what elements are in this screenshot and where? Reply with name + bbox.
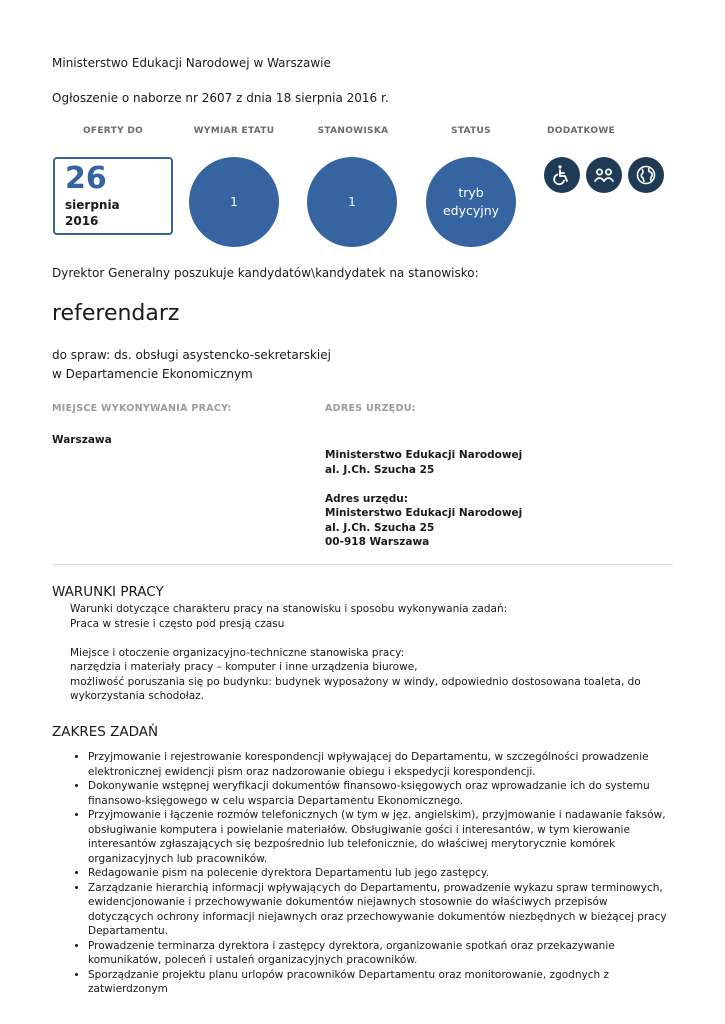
department-line-2: w Departamencie Ekonomicznym <box>52 367 253 381</box>
people-icon <box>586 157 622 193</box>
label-oferty-do: OFERTY DO <box>82 126 144 136</box>
ministry-name: Ministerstwo Edukacji Narodowej w Warszawie <box>52 56 331 70</box>
status-circle <box>426 157 516 247</box>
task-item: • Przyjmowanie i łączenie rozmów telefonicznych (w tym w jęz. angielskim), przyjmowanie i nadawanie faksów, obsługiwanie komputera i powielanie materiałów. Obsługiwanie gości i interesantów, w tym kierowanie interesantów zgłaszających się bezpośrednio lub telefonicznie, do właściwej merytorycznie komórek organizacyjnych lub pracowników. <box>88 808 673 866</box>
task-item: • Redagowanie pism na polecenie dyrektora Departamentu lub jego zastępcy. <box>88 866 673 881</box>
department-line-1: do spraw: ds. obsługi asystencko-sekretarskiej <box>52 348 331 362</box>
label-stanowiska: STANOWISKA <box>317 126 389 136</box>
task-item: • Dokonywanie wstępnej weryfikacji dokumentów finansowo-księgowych oraz wprowadzanie ich do systemu finansowo-księgowego w celu wsparcia Departamentu Ekonomicznego. <box>88 779 673 808</box>
deadline-day: 26 <box>65 161 107 196</box>
task-item: • Prowadzenie terminarza dyrektora i zastępcy dyrektora, organizowanie spotkań oraz przekazywanie komunikatów, poleceń i ustaleń organizacyjnych pracowników. <box>88 939 673 968</box>
conditions-line-6: wykorzystania schodołaz. <box>70 690 205 702</box>
stanowiska-circle <box>307 157 397 247</box>
task-item: • Sporządzanie projektu planu urlopów pracowników Departamentu oraz monitorowanie, zgodnych z zatwierdzonym <box>88 968 673 997</box>
label-wymiar-etatu: WYMIAR ETATU <box>193 126 275 136</box>
address-line-1: Ministerstwo Edukacji Narodowej <box>325 449 523 461</box>
place-value: Warszawa <box>52 434 112 446</box>
address-line-6: 00-918 Warszawa <box>325 536 430 548</box>
status-line-2: edycyjny <box>442 203 500 218</box>
task-item: • Zarządzanie hierarchią informacji wpływających do Departamentu, prowadzenie wykazu spraw terminowych, ewidencjonowanie i przechowywanie dokumentów niejawnych stosownie do właściwych przepisów dotyczących ochrony informacji niejawnych oraz przechowywanie dokumentów niezbędnych w bieżącej pracy Departamentu. <box>88 881 673 939</box>
conditions-line-4: narzędzia i materiały pracy – komputer i inne urządzenia biurowe, <box>70 661 418 673</box>
wheelchair-icon <box>544 157 580 193</box>
conditions-line-2: Praca w stresie i często pod presją czasu <box>70 617 285 630</box>
deadline-month: sierpnia <box>65 198 120 212</box>
etat-value: 1 <box>230 195 238 209</box>
place-label: MIEJSCE WYKONYWANIA PRACY: <box>52 403 232 414</box>
label-dodatkowe: DODATKOWE <box>547 126 615 136</box>
address-line-2: al. J.Ch. Szucha 25 <box>325 463 435 476</box>
conditions-line-5: możliwość poruszania się po budynku: budynek wyposażony w windy, odpowiednio dostosowana toaleta, do <box>70 675 641 688</box>
label-status: STATUS <box>451 126 491 136</box>
address-block <box>325 448 522 550</box>
address-line-3: Adres urzędu: <box>325 492 408 505</box>
globe-icon <box>628 157 664 193</box>
address-label: ADRES URZĘDU: <box>325 403 416 414</box>
conditions-block <box>70 602 670 704</box>
status-line-1: tryb <box>458 185 484 200</box>
deadline-year: 2016 <box>65 214 99 228</box>
position-title: referendarz <box>52 301 180 326</box>
conditions-title: WARUNKI PRACY <box>52 584 164 600</box>
address-line-5: al. J.Ch. Szucha 25 <box>325 521 435 534</box>
tasks-list <box>70 750 673 997</box>
announcement-title: Ogłoszenie o naborze nr 2607 z dnia 18 sierpnia 2016 r. <box>52 91 389 105</box>
divider <box>52 564 673 565</box>
task-item: • Przyjmowanie i rejestrowanie korespondencji wpływającej do Departamentu, w szczególności prowadzenie elektronicznej ewidencji pism oraz nadzorowanie obiegu i ekspedycji korespondencji. <box>88 750 673 779</box>
address-line-4: Ministerstwo Edukacji Narodowej <box>325 507 523 519</box>
etat-circle <box>189 157 279 247</box>
intro-text: Dyrektor Generalny poszukuje kandydatów\kandydatek na stanowisko: <box>52 266 479 280</box>
conditions-line-3: Miejsce i otoczenie organizacyjno-techniczne stanowiska pracy: <box>70 646 405 659</box>
deadline-date-box <box>53 157 173 235</box>
conditions-line-1: Warunki dotyczące charakteru pracy na stanowisku i sposobu wykonywania zadań: <box>70 603 508 615</box>
stanowiska-value: 1 <box>348 195 356 209</box>
tasks-title: ZAKRES ZADAŃ <box>52 724 159 740</box>
tasks-list-container <box>70 750 673 997</box>
